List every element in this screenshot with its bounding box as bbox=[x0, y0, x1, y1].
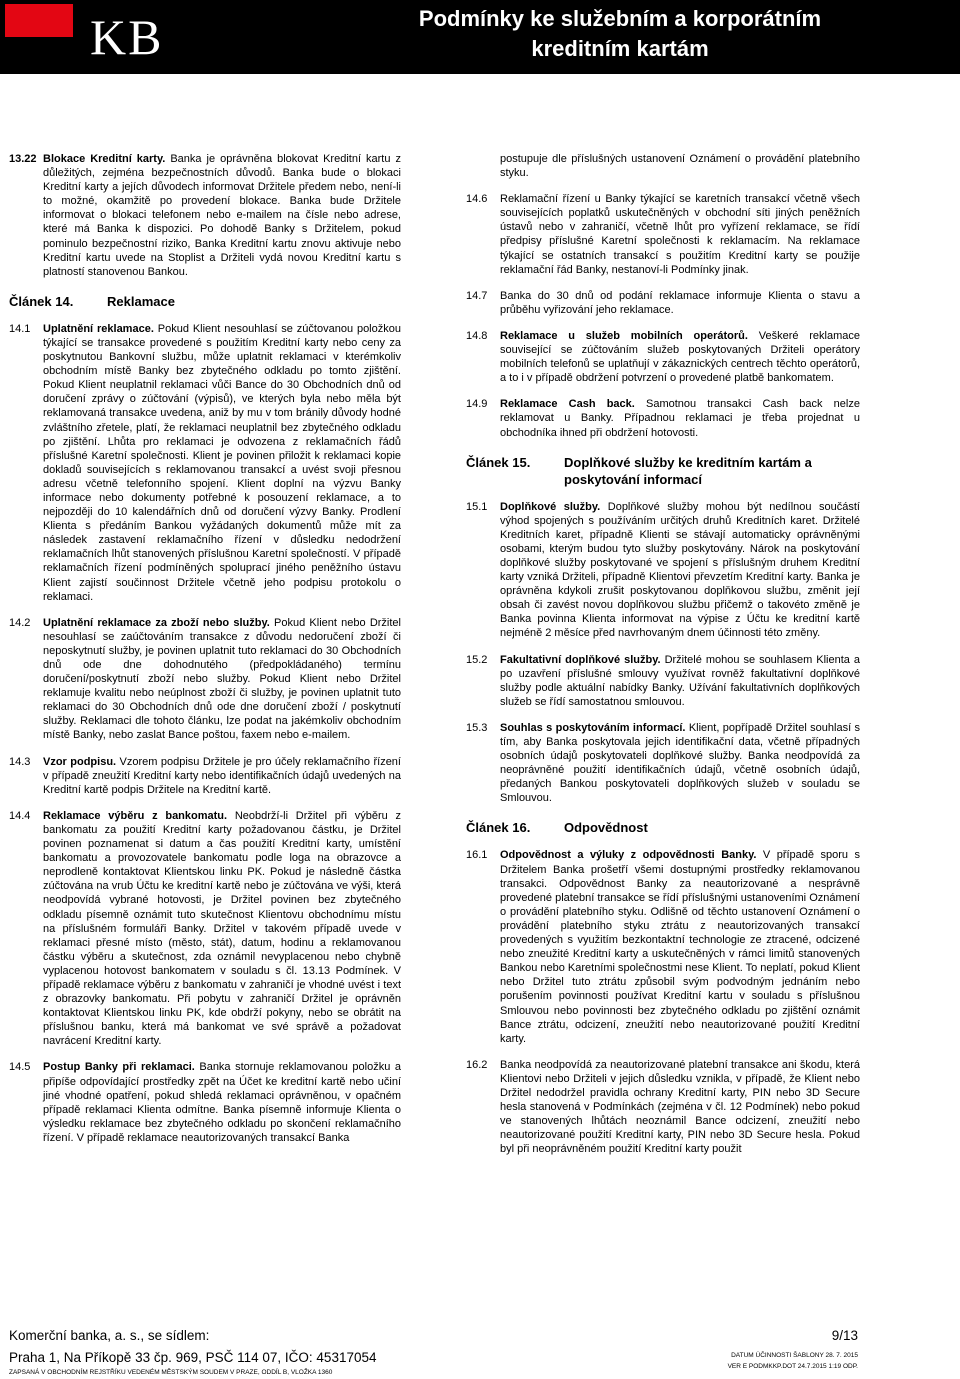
section-15-1: 15.1 Doplňkové služby. Doplňkové služby mohou být nedílnou součástí výhod spojených s používáním určitých druhů Kreditních karet. Držitelé Kreditních karet, případně Klienti se stávají automaticky oprávněnými osobami, kterým budou tyto služby poskytovány. Nárok na poskytování doplňkové služby poskytované ve spojení s příslušným druhem Kreditní karty vzniká Držiteli, případně Klientovi převzetím Kreditní karty. Banka je oprávněna kdykoli zrušit poskytovanou doplňkovou službu, změnit její obsah či zavést novou doplňkovou službu přičemž o takovéto změně je Banka povinna Klienta informovat na výpise z Účtu ke kreditní kartě nejméně 2 měsíce před navrhovaným dnem účinnosti této změny. bbox=[466, 500, 860, 640]
page-header bbox=[0, 0, 960, 74]
section-16-2: 16.2 Banka neodpovídá za neautorizované platební transakce ani škodu, která Klientovi nebo Držiteli v jejich důsledku vznikla, v případě, že Klient nebo Držitel nedodržel pravidla ochrany Kreditní karty, PIN nebo 3D Secure hesla stanovená v Podmínkách (zejména v čl. 12 Podmínek) nebo pokud ve stanovených lhůtách neoznámil Bance odcizení, zneužití nebo neautorizované použití Kreditní karty, PIN nebo 3D Secure hesla. Pokud byl při neoprávněném použití Kreditní karty použit bbox=[466, 1058, 860, 1156]
section-15-3: 15.3 Souhlas s poskytováním informací. Klient, popřípadě Držitel souhlasí s tím, aby Banka poskytovala jejich identifikační data, včetně případných osobních údajů poskytovateli doplňkové služby. Banka neodpovídá za neoprávněné použití identifikačních údajů, včetně osobních údajů, předaných Bankou poskytovateli doplňkových služeb v souladu se Smlouvou. bbox=[466, 721, 860, 805]
footer-company: Komerční banka, a. s., se sídlem: bbox=[9, 1328, 210, 1343]
section-16-1: 16.1 Odpovědnost a výluky z odpovědnosti Banky. V případě sporu s Držitelem Banka prošetří všemi dostupnými prostředky reklamovanou transakci. Odpovědnost Banky za neautorizované a nesprávně provedené platební transakce se řídí příslušnými ustanoveními Oznámení o provádění platebního styku. Odlišně od těchto ustanovení Oznámení o provádění platebního styku ztrátu z neautorizovaných transakcí provedených s využitím bezkontaktní technologie ze ztracené, odcizené nebo zneužité Kreditní karty a uskutečněných v rámci limitů stanovených Bankou nebo Karetními společnostmi nese Klient. To neplatí, pokud Klient nebo Držitel tuto ztrátu způsobil svým podvodným jednáním nebo porušením povinnosti používat Kreditní kartu v souladu s příslušnou Smlouvou nebo povinnosti bez zbytečného odkladu po zjištění oznámit Bance ztrátu, odcizení, zneužití nebo neautorizované použití Kreditní karty. bbox=[466, 849, 860, 1045]
right-column bbox=[466, 152, 860, 1168]
kb-logo-mark bbox=[5, 4, 73, 70]
section-14-8: 14.8 Reklamace u služeb mobilních operátorů. Veškeré reklamace související se zúčtováním služeb poskytovaných Držiteli operátory mobilních telefonů se uplatňují v zákaznických centrech těchto operátorů, a to i v případě obdržení potvrzení o provedené platbě bankomatem. bbox=[466, 329, 861, 385]
section-14-4: 14.4 Reklamace výběru z bankomatu. Neobdrží-li Držitel při výběru z bankomatu za použití Kreditní karty požadovanou částku, je Držitel povinen poznamenat si datum a čas použití Kreditní karty, umístění bankomatu a provozovatele bankomatu podle loga na obrazovce a neprodleně kontaktovat Klientskou linku PK. Pokud je následně částka zúčtována na vrub Účtu ke kreditní kartě nebo je zúčtována ve výši, která neodpovídá vybrané hotovosti, je Držitel povinen bez zbytečného odkladu písemně oznámit tuto skutečnost Klientovu obchodnímu místu na příslušném formuláři Banky. Držitel v takovém případě uvede v reklamaci přesné místo (město, stát), datum, hodinu a reklamovanou částku výběru a skutečnost, zda oznámil nevyplacenou nebo chybně vyplacenou hotovost bankomatem v souladu s čl. 13.13 Podmínek. V případě reklamace výběru z bankomatu v zahraničí je vhodné uvést i text z obrazovky bankomatu. Při pobytu v zahraničí Držitel je oprávněn kontaktovat Klientskou linku PK, kde obdrží pokyny, nebo se obrátit na příslušnou banku, která má bankomat ve své správě a požadovat navrácení Kreditní karty. bbox=[9, 809, 402, 1048]
section-14-5-continued: postupuje dle příslušných ustanovení Oznámení o provádění platebního styku. bbox=[500, 153, 860, 180]
footer-effective-date: DATUM ÚČINNOSTI ŠABLONY 28. 7. 2015 bbox=[731, 1352, 858, 1359]
footer-registry: ZAPSANÁ V OBCHODNÍM REJSTŘÍKU VEDENÉM MĚSTSKÝM SOUDEM V PRAZE, ODDÍL B, VLOŽKA 1360 bbox=[9, 1369, 333, 1376]
left-column bbox=[9, 152, 401, 1157]
section-13-22: 13.22 Blokace Kreditní karty. Banka je oprávněna blokovat Kreditní kartu z důležitých, zejména bezpečnostních důvodů. Banka bude o blokaci Kreditní karty a jejích důvodech informovat Držitele předem nebo, není-li to možné, okamžitě po provedení blokace. Banka bude Držitele informovat o blokaci telefonem nebo e-mailem na čísle nebo adrese, které má Banka k dispozici. Po dohodě Banky s Držitelem, pokud pominulo bezpečnostní riziko, Banka Kreditní kartu znovu aktivuje nebo Kreditní kartu uvede na Stoplist a Držiteli vydá novou Kreditní kartu s platností stanovenou Bankou. bbox=[9, 153, 401, 278]
logo-black-bar bbox=[5, 37, 73, 70]
section-14-2: 14.2 Uplatnění reklamace za zboží nebo služby. Pokud Klient nebo Držitel nesouhlasí se zaúčtováním transakce z důvodu nedoručení zboží či neposkytnutí služby, je povinen uplatnit tuto reklamaci do 30 Obchodních dnů ode dne dohodnutého (předpokládaného) termínu doručení/poskytnutí zboží nebo služby. Pokud Klient nebo Držitel reklamuje kvalitu nebo neúplnost zboží či služby, je povinen uplatnit tuto reklamaci do 30 Obchodních dnů ode dne doručení zboží / poskytnutí služby. Reklamaci dle tohoto článku, lze podat na jakémkoliv obchodním místě Banky, nebo zaslat Bance poštou, faxem nebo e-mailem. bbox=[9, 616, 401, 742]
article-15-heading: Článek 15. Doplňkové služby ke kreditním kartám a poskytování informací bbox=[466, 454, 812, 487]
section-14-7: 14.7 Banka do 30 dnů od podání reklamace informuje Klienta o stavu a průběhu vyřizování jeho reklamace. bbox=[466, 289, 860, 316]
document-title: Podmínky ke služebním a korporátním kreditním kartám bbox=[418, 6, 822, 61]
section-14-1: 14.1 Uplatnění reklamace. Pokud Klient nesouhlasí se zúčtovanou položkou týkající se transakce provedené s použitím Kreditní karty nebo ceny za poskytnutou Bankovní službu, může uplatnit reklamaci v kterémkoliv obchodním místě Banky bez zbytečného odkladu po tomto zjištění. Pokud Klient neuplatnil reklamaci vůči Bance do 30 Obchodních dnů od doručení zprávy o zúčtování (výpisů), ve kterých byla nebo měla být reklamovaná transakce uvedena, aniž by mu v tom bránily důvody hodné zvláštního zřetele, platí, že reklamaci neuplatnil bez zbytečného odkladu po zjištění. Lhůta pro reklamaci je odvozena z reklamačních řádů příslušné Karetní společnosti. Klient je povinen přiložit k reklamaci kopie dokladů souvisejících s reklamovanou transakcí a uvést svoji přesnou adresu včetně telefonního spojení. Klient doplní na výzvu Banky informace nebo dokumenty potřebné k posouzení reklamace, a to nejpozději do 10 kalendářních dnů od doručení výzvy Banky. Prodlení Klienta s předáním Bankou vyžádaných dokumentů může mít za následek zastavení reklamačního řízení v důsledku nedodržení reklamačních lhůt stanovených příslušnou Karetní společností. V případě reklamačních řízení podmíněných spoluprací jiného peněžního ústavu Klient zajistí součinnost Držitele včetně jeho podpisu protokolu o reklamaci. bbox=[9, 322, 401, 603]
section-14-6: 14.6 Reklamační řízení u Banky týkající se karetních transakcí včetně všech souvisejících poplatků uskutečněných v obchodní síti jiných peněžních ústavů nebo v zahraničí, včetně lhůt pro vyřízení reklamace, se řídí předpisy příslušné Karetní společnosti k reklamacím. Na reklamace týkající se ostatních transakcí s použitím Kreditní karty se použije reklamační řád Banky, nestanoví-li Podmínky jinak. bbox=[466, 193, 860, 276]
section-14-3: 14.3 Vzor podpisu. Vzorem podpisu Držitele je pro účely reklamačního řízení v případě zneužití Kreditní karty nebo identifikačních údajů uvedených na Kreditní kartě podpis Držitele na Kreditní kartě. bbox=[9, 755, 401, 796]
article-14-heading: Článek 14. Reklamace bbox=[9, 293, 175, 309]
logo-red-bar bbox=[5, 4, 73, 37]
page-number: 9/13 bbox=[831, 1328, 858, 1343]
article-16-heading: Článek 16. Odpovědnost bbox=[466, 820, 648, 836]
footer-version: VER E PODMKKP.DOT 24.7.2015 1:19 ODP. bbox=[727, 1363, 858, 1370]
footer-address: Praha 1, Na Příkopě 33 čp. 969, PSČ 114 07, IČO: 45317054 bbox=[9, 1350, 377, 1365]
section-15-2: 15.2 Fakultativní doplňkové služby. Držitelé mohou se souhlasem Klienta a po uzavření příslušné smlouvy využívat rovněž fakultativní doplňkové služby podle aktuální nabídky Banky. Užívání fakultativních doplňkových služeb se řídí samostatnou smlouvou. bbox=[466, 653, 860, 708]
section-14-9: 14.9 Reklamace Cash back. Samotnou transakci Cash back nelze reklamovat u Banky. Případnou reklamaci je třeba projednat u obchodníka ihned při obdržení hotovosti. bbox=[466, 398, 860, 439]
kb-logo-text: KB bbox=[90, 9, 164, 65]
section-14-5: 14.5 Postup Banky při reklamaci. Banka stornuje reklamovanou položku a připíše odpovídající prostředky zpět na Účet ke kreditní kartě nebo učiní jiné vhodné opatření, pokud shledá reklamaci oprávněnou, v opačném případě reklamaci Klienta odmítne. Banka písemně informuje Klienta o výsledku reklamace bez zbytečného odkladu po skončení reklamačního řízení. V případě reklamace neautorizovaných transakcí Banka bbox=[9, 1061, 401, 1144]
